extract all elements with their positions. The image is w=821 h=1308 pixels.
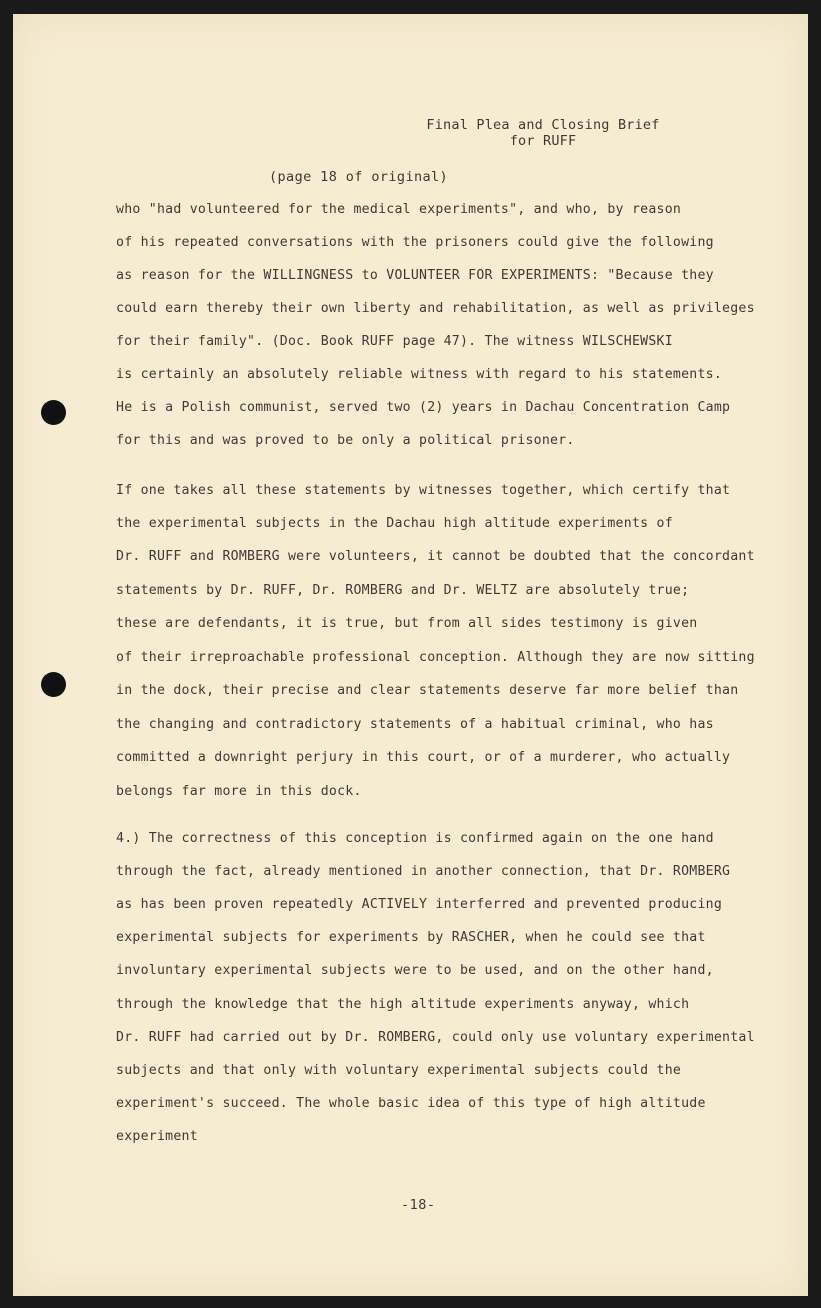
body-text-line: Dr. RUFF and ROMBERG were volunteers, it cannot be doubted that the concordant xyxy=(116,549,755,564)
body-text-line: of their irreproachable professional conception. Although they are now sitting xyxy=(116,650,755,665)
body-text-line: for this and was proved to be only a political prisoner. xyxy=(116,433,575,448)
body-text-line: as has been proven repeatedly ACTIVELY interferred and prevented producing xyxy=(116,897,723,912)
body-text-line: belongs far more in this dock. xyxy=(116,784,362,799)
body-text-line: committed a downright perjury in this court, or of a murderer, who actually xyxy=(116,750,731,765)
document-page xyxy=(13,14,808,1296)
body-text-line: through the knowledge that the high altitude experiments anyway, which xyxy=(116,997,690,1012)
page-number: -18- xyxy=(401,1197,436,1213)
body-text-line: is certainly an absolutely reliable witness with regard to his statements. xyxy=(116,367,723,382)
body-text-line: subjects and that only with voluntary experimental subjects could the xyxy=(116,1063,682,1078)
header-subtitle: for RUFF xyxy=(509,133,577,149)
body-text-line: these are defendants, it is true, but from all sides testimony is given xyxy=(116,616,698,631)
body-text-line: could earn thereby their own liberty and rehabilitation, as well as privileges xyxy=(116,301,755,316)
header-title: Final Plea and Closing Brief xyxy=(426,117,660,133)
body-text-line: as reason for the WILLINGNESS to VOLUNTEER FOR EXPERIMENTS: "Because they xyxy=(116,268,714,283)
body-text-line: Dr. RUFF had carried out by Dr. ROMBERG, could only use voluntary experimental xyxy=(116,1030,755,1045)
body-text-line: in the dock, their precise and clear statements deserve far more belief than xyxy=(116,683,739,698)
punch-hole xyxy=(41,400,66,425)
body-text-line: 4.) The correctness of this conception is confirmed again on the one hand xyxy=(116,831,714,846)
punch-hole xyxy=(41,672,66,697)
body-text-line: through the fact, already mentioned in another connection, that Dr. ROMBERG xyxy=(116,864,731,879)
body-text-line: experimental subjects for experiments by RASCHER, when he could see that xyxy=(116,930,706,945)
body-text-line: the experimental subjects in the Dachau high altitude experiments of xyxy=(116,516,673,531)
body-text-line: experiment's succeed. The whole basic idea of this type of high altitude xyxy=(116,1096,706,1111)
body-text-line: If one takes all these statements by witnesses together, which certify that xyxy=(116,483,731,498)
body-text-line: statements by Dr. RUFF, Dr. ROMBERG and Dr. WELTZ are absolutely true; xyxy=(116,583,690,598)
body-text-line: He is a Polish communist, served two (2) years in Dachau Concentration Camp xyxy=(116,400,731,415)
body-text-line: who "had volunteered for the medical experiments", and who, by reason xyxy=(116,202,682,217)
body-text-line: involuntary experimental subjects were to be used, and on the other hand, xyxy=(116,963,714,978)
body-text-line: the changing and contradictory statements of a habitual criminal, who has xyxy=(116,717,714,732)
body-text-line: experiment xyxy=(116,1129,198,1144)
body-text-line: for their family". (Doc. Book RUFF page 47). The witness WILSCHEWSKI xyxy=(116,334,673,349)
body-text-line: of his repeated conversations with the prisoners could give the following xyxy=(116,235,714,250)
document-header xyxy=(403,117,683,149)
original-page-reference: (page 18 of original) xyxy=(269,169,449,185)
